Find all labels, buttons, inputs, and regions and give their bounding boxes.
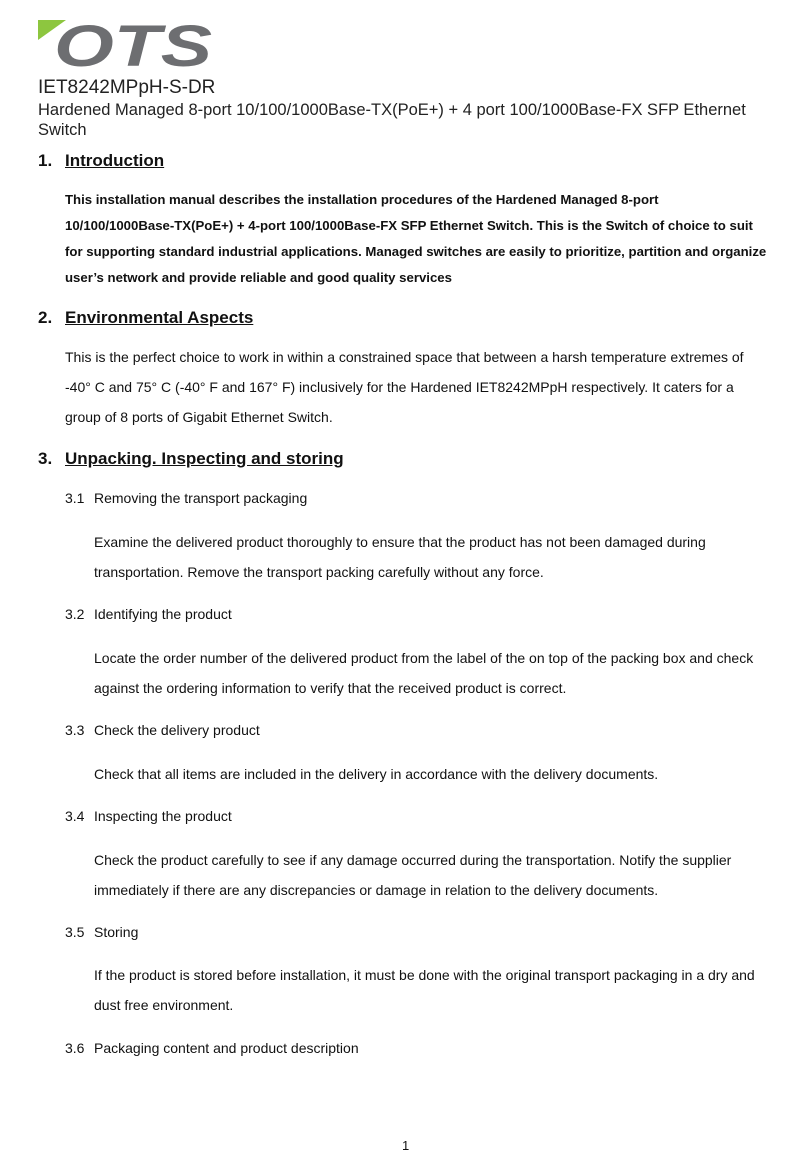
document-subtitle: Hardened Managed 8-port 10/100/1000Base-TX(PoE+) + 4 port 100/1000Base-FX SFP Ethernet Switch [38,101,746,139]
section-number: 2. [38,308,53,327]
subsection-3-1-heading [65,490,307,506]
subsection-3-2-heading [65,606,232,622]
section-2-body: This is the perfect choice to work in within a constrained space that between a harsh temperature extremes of -40° C and 75° C (-40° F and 167° F) inclusively for the Hardened IET8242MPpH respectively. It caters for a group of 8 ports of Gigabit Ethernet Switch. [65,349,744,425]
subsection-3-2-body: Locate the order number of the delivered product from the label of the on top of the packing box and check against the ordering information to verify that the received product is correct. [94,650,754,696]
subsection-title: Check the delivery product [94,722,260,738]
subsection-3-1-body: Examine the delivered product thoroughly to ensure that the product has not been damaged during transportation. Remove the transport packing carefully without any force. [94,534,706,580]
section-number: 3. [38,449,53,468]
section-number: 1. [38,151,53,170]
subsection-3-6-heading [65,1040,359,1056]
section-1-heading [38,151,164,171]
subsection-3-3-heading [65,722,260,738]
section-title: Introduction [65,151,165,170]
subsection-3-3-body: Check that all items are included in the delivery in accordance with the delivery documents. [94,766,659,782]
subsection-3-4-body: Check the product carefully to see if any damage occurred during the transportation. Notify the supplier immediately if there are any discrepancies or damage in relation to the delivery documents. [94,852,732,898]
section-title: Environmental Aspects [65,308,254,327]
section-3-heading [38,449,344,469]
subsection-title: Removing the transport packaging [94,490,308,506]
subsection-title: Inspecting the product [94,808,232,824]
document-title: IET8242MPpH-S-DR [38,77,216,98]
section-2-heading [38,308,253,328]
subsection-number: 3.5 [65,924,85,940]
ots-logo [36,16,216,72]
subsection-title: Packaging content and product description [94,1040,359,1056]
subsection-title: Identifying the product [94,606,232,622]
section-1-body: This installation manual describes the installation procedures of the Hardened Managed 8-port 10/100/1000Base-TX(PoE+) + 4-port 100/1000Base-FX SFP Ethernet Switch. This is the Switch of choice to suit for supporting standard industrial applications. Managed switches are easily to prioritize, partition and organize user’s network and provide reliable and good quality services [65,192,767,285]
subsection-number: 3.3 [65,722,85,738]
subsection-3-4-heading [65,808,232,824]
section-title: Unpacking. Inspecting and storing [65,449,344,468]
subsection-number: 3.2 [65,606,85,622]
ots-logo-graphic [36,16,216,72]
logo-text: OTS [54,16,213,72]
page-number: 1 [402,1138,410,1153]
subsection-3-5-heading [65,924,138,940]
subsection-3-5-body: If the product is stored before installation, it must be done with the original transport packaging in a dry and dust free environment. [94,967,755,1013]
subsection-number: 3.6 [65,1040,85,1056]
subsection-number: 3.1 [65,490,85,506]
subsection-title: Storing [94,924,139,940]
subsection-number: 3.4 [65,808,85,824]
